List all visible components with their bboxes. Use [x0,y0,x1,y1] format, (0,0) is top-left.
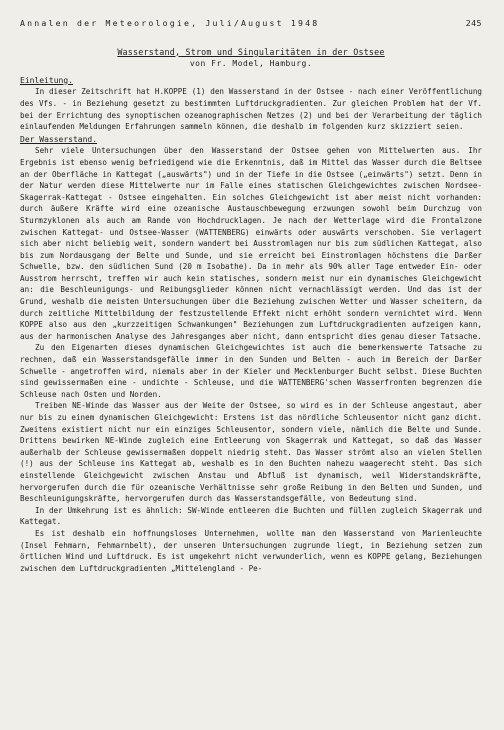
paragraph: In der Umkehrung ist es ähnlich: SW-Winde entleeren die Buchten und füllen zugleich Skagerrak und Kattegat. [20,505,482,527]
paragraph: Zu den Eigenarten dieses dynamischen Gleichgewichtes ist auch die bemerkenswerte Tatsache zu rechnen, daß ein Wasserstandsgefälle immer in den Sunden und Belten - auch im Bereich der Darßer Schwelle - angetroffen wird, niemals aber in der Kieler und Mecklenburger Bucht selbst. Diese Buchten sind gewissermaßen eine - undichte - Schleuse, und die WATTENBERG'schen Wasserfronten begrenzen die Schleuse nach Osten und Norden. [20,343,482,399]
article-author: von Fr. Model, Hamburg. [189,59,313,69]
page-number: 245 [465,18,482,28]
section-heading: Der Wasserstand. [20,134,98,144]
section-introduction [20,75,482,133]
paragraph: In dieser Zeitschrift hat H.KOPPE (1) den Wasserstand in der Ostsee - nach einer Veröffentlichung des Vfs. - in Beziehung gesetzt zu bestimmten Luftdruckgradienten. Zur gleichen Problem hat der Vf. bei der Errichtung des synoptischen ozeanographischen Netzes (2) und bei der Verarbeitung der täglich einlaufenden Meldungen Erfahrungen sammeln können, die deshalb im folgenden kurz skizziert seien. [20,87,482,132]
paragraph: Treiben NE-Winde das Wasser aus der Weite der Ostsee, so wird es in der Schleuse angestaut, aber nur bis zu einem dynamischen Gleichgewicht: Erstens ist das nördliche Schleusentor nicht ganz dicht. Zweitens existiert nicht nur ein einziges Schleusentor, sondern viele, nämlich die Belte und Sunde. Drittens bewirken NE-Winde zugleich eine Entleerung von Skagerrak und Kattegat, so daß das Wasser außerhalb der Schleuse gewissermaßen doppelt niedrig steht. Das Wasser strömt also an vielen Stellen (!) aus der Schleuse ins Kattegat ab, weshalb es in den Buchten nahezu waagerecht steht. Das sich einstellende Gleichgewicht zwischen Anstau und Abfluß ist dynamisch, weil Widerstandskräfte, hervorgerufen durch die für ozeanische Verhältnisse sehr große Reibung in den Belten und Sunden, und Beschleunigungskräfte, hervorgerufen durch das Wasserstandsgefälle, von Bedeutung sind. [20,401,482,504]
journal-title: Annalen der Meteorologie, Juli/August 1948 [20,18,320,28]
paragraph: Es ist deshalb ein hoffnungsloses Unternehmen, wollte man den Wasserstand von Marienleuchte (Insel Fehmarn, Fehmarnbelt), der unseren Untersuchungen zugrunde liegt, in Beziehung setzen zum örtlichen Wind und Luftdruck. Es ist umgekehrt nicht verwunderlich, wenn es KOPPE gelang, Beziehungen zwischen dem Luftdruckgradienten „Mittelengland - Pe- [20,528,482,573]
running-header [20,18,482,30]
section-heading: Einleitung. [20,75,73,85]
article-title: Wasserstand, Strom und Singularitäten in der Ostsee [117,46,385,57]
paragraph: Sehr viele Untersuchungen über den Wasserstand der Ostsee gehen von Mittelwerten aus. Ihr Ergebnis ist ebenso wenig befriedigend wie die Erkenntnis, daß im Mittel das Wasser durch die Beltsee an der Oberfläche in Kattegat („auswärts") und in der Tiefe in die Ostsee („einwärts") setzt. Denn in der Natur werden diese Mittelwerte nur im Falle eines statischen Gleichgewichtes zwischen Nordsee-Skagerrak-Kattegat - Ostsee eingehalten. Ein solches Gleichgewicht ist aber meist nicht vorhanden: durch äußere Kräfte wird eine ozeanische Austauschbewegung erzwungen sowohl beim Durchzug von Sturmzyklonen als auch am Rande von Hochdrucklagen. Je nach der Wetterlage wird die Frontalzone zwischen Kattegat- und Ostsee-Wasser (WATTENBERG) einwärts oder auswärts verschoben. Sie verlagert sich aber nicht beliebig weit, sondern wandert bei Ausstromlagen nur bis zum südlichen Kattegat, also bis zum Nordausgang der Belte und Sunde, und sie erreicht bei Einstromlagen höchstens die Darßer Schwelle, bzw. den südlichen Sund (20 m Isobathe). Da in mehr als 90% aller Tage entweder Ein- oder Ausstrom herrscht, treffen wir auch kein statisches, sondern meist nur ein dynamisches Gleichgewicht an: die Beschleunigungs- und Reibungsglieder können nicht vernachlässigt werden. Und das ist der Grund, weshalb die meisten Untersuchungen über die Beziehung zwischen Wetter und Wasser scheitern, da durch zeitliche Mittelbildung der festzustellende Effekt nicht erhöht sondern vernichtet wird. Wenn KOPPE also aus den „kurzzeitigen Schwankungen" Beziehungen zum Luftdruckgradienten aufzeigen kann, aus der harmonischen Analyse des Jahresganges aber nicht, dann entspricht dies genau dieser Tatsache. [20,146,482,341]
section-wasserstand [20,134,482,575]
